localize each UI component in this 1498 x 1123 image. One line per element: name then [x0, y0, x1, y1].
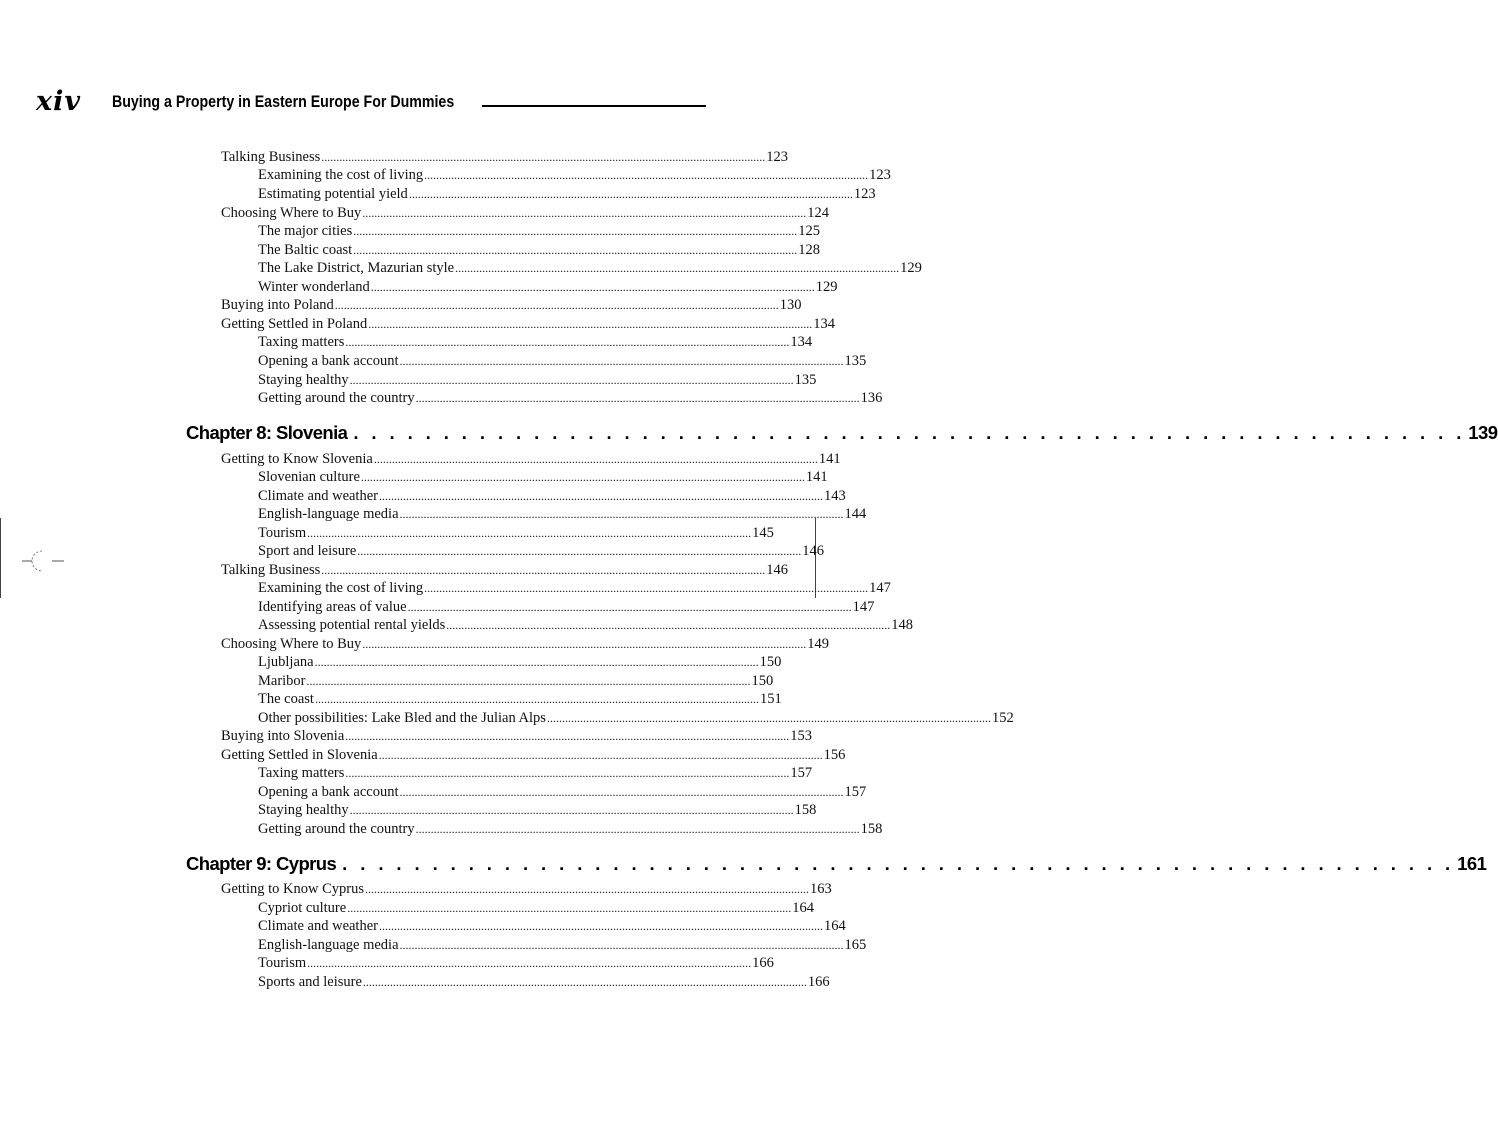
toc-entry[interactable]: The Baltic coast .................................................................................................................................................... 128 — [258, 242, 820, 258]
toc-entry[interactable]: Slovenian culture .................................................................................................................................................... 141 — [258, 469, 828, 485]
toc-entry[interactable]: Staying healthy .................................................................................................................................................... 158 — [258, 802, 817, 818]
toc-entry[interactable]: Identifying areas of value .................................................................................................................................................... 147 — [258, 599, 875, 615]
book-title: Buying a Property in Eastern Europe For Dummies — [112, 93, 455, 111]
toc-entry[interactable]: The Lake District, Mazurian style .................................................................................................................................................... 129 — [258, 260, 922, 276]
registration-mark-icon — [22, 549, 66, 573]
toc-entry[interactable]: Winter wonderland .................................................................................................................................................... 129 — [258, 279, 838, 295]
toc-entry[interactable]: Getting around the country .................................................................................................................................................... 158 — [258, 821, 883, 837]
toc-entry[interactable]: Staying healthy .................................................................................................................................................... 135 — [258, 372, 817, 388]
toc-entry[interactable]: Sports and leisure .................................................................................................................................................... 166 — [258, 974, 830, 990]
toc-entry[interactable]: Choosing Where to Buy .................................................................................................................................................... 149 — [221, 636, 830, 652]
toc-entry[interactable]: Choosing Where to Buy .................................................................................................................................................... 124 — [221, 205, 830, 221]
chapter-heading-cyprus[interactable]: Chapter 9: Cyprus . . . . . . . . . . . . . . . . . . . . . . . . . . . . . . . . . . . . . . . . . . . . . . . . . . . . . . . . . . . . . . 161 — [186, 853, 1487, 874]
toc-entry[interactable]: Talking Business .................................................................................................................................................... 123 — [221, 149, 789, 165]
header-rule — [482, 105, 706, 107]
toc-entry[interactable]: Talking Business .................................................................................................................................................... 146 — [221, 562, 789, 578]
toc-entry[interactable]: Sport and leisure .................................................................................................................................................... 146 — [258, 543, 825, 559]
toc-entry[interactable]: Tourism .................................................................................................................................................... 145 — [258, 525, 774, 541]
toc-entry[interactable]: Ljubljana .................................................................................................................................................... 150 — [258, 654, 782, 670]
page-number: xiv — [36, 86, 82, 117]
toc-entry[interactable]: Examining the cost of living .................................................................................................................................................... 123 — [258, 167, 891, 183]
toc-entry[interactable]: Opening a bank account .................................................................................................................................................... 135 — [258, 353, 867, 369]
toc-entry[interactable]: Getting Settled in Slovenia .................................................................................................................................................... 156 — [221, 747, 846, 763]
toc-entry[interactable]: Maribor .................................................................................................................................................... 150 — [258, 673, 774, 689]
toc-entry[interactable]: Taxing matters .................................................................................................................................................... 134 — [258, 334, 813, 350]
toc-entry[interactable]: Examining the cost of living .................................................................................................................................................... 147 — [258, 580, 891, 596]
toc-entry[interactable]: The coast .................................................................................................................................................... 151 — [258, 691, 782, 707]
chapter-heading-slovenia[interactable]: Chapter 8: Slovenia . . . . . . . . . . . . . . . . . . . . . . . . . . . . . . . . . . . . . . . . . . . . . . . . . . . . . . . . . . . . . . 139 — [186, 422, 1498, 443]
toc-entry[interactable]: Getting Settled in Poland .................................................................................................................................................... 134 — [221, 316, 835, 332]
toc-entry[interactable]: Getting to Know Slovenia .................................................................................................................................................... 141 — [221, 451, 841, 467]
toc-entry[interactable]: Climate and weather .................................................................................................................................................... 164 — [258, 918, 846, 934]
toc-entry[interactable]: Getting to Know Cyprus .................................................................................................................................................... 163 — [221, 881, 832, 897]
toc-entry[interactable]: English-language media .................................................................................................................................................... 165 — [258, 937, 867, 953]
toc-entry[interactable]: Buying into Poland .................................................................................................................................................... 130 — [221, 297, 802, 313]
toc-entry[interactable]: Tourism .................................................................................................................................................... 166 — [258, 955, 774, 971]
toc-entry[interactable]: Estimating potential yield .................................................................................................................................................... 123 — [258, 186, 876, 202]
toc-entry[interactable]: Opening a bank account .................................................................................................................................................... 157 — [258, 784, 867, 800]
running-header — [36, 88, 706, 116]
toc-entry[interactable]: The major cities .................................................................................................................................................... 125 — [258, 223, 820, 239]
toc-entry[interactable]: Getting around the country .................................................................................................................................................... 136 — [258, 390, 883, 406]
toc-entry[interactable]: Climate and weather .................................................................................................................................................... 143 — [258, 488, 846, 504]
toc-entry[interactable]: Cypriot culture .................................................................................................................................................... 164 — [258, 900, 814, 916]
toc-entry[interactable]: Buying into Slovenia .................................................................................................................................................... 153 — [221, 728, 812, 744]
crop-line-left — [0, 518, 1, 598]
toc-entry[interactable]: Other possibilities: Lake Bled and the Julian Alps .................................................................................................................................................... 152 — [258, 710, 1014, 726]
toc-entry[interactable]: Taxing matters .................................................................................................................................................... 157 — [258, 765, 813, 781]
toc-entry[interactable]: English-language media .................................................................................................................................................... 144 — [258, 506, 867, 522]
toc-entry[interactable]: Assessing potential rental yields .................................................................................................................................................... 148 — [258, 617, 914, 633]
